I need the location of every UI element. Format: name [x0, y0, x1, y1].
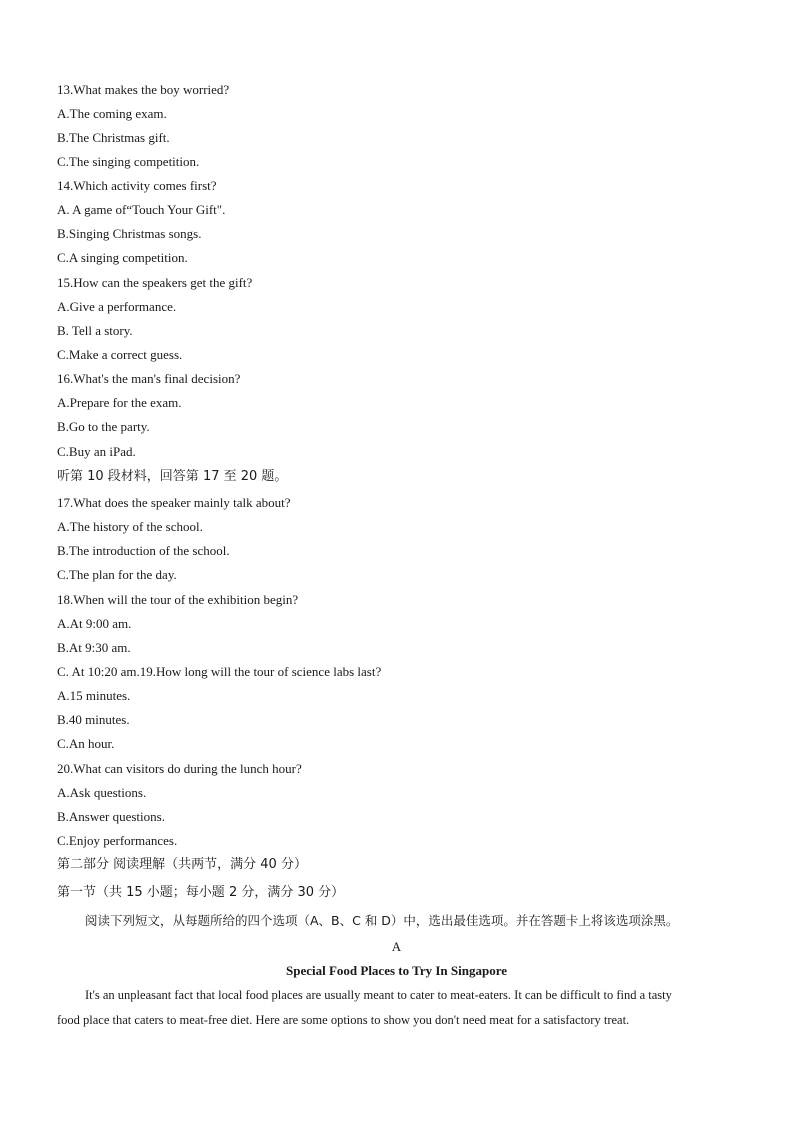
option-15a: A.Give a performance. — [57, 299, 177, 314]
option-19b: B.40 minutes. — [57, 712, 130, 727]
option-18a: A.At 9:00 am. — [57, 616, 132, 631]
option-13a: A.The coming exam. — [57, 106, 167, 121]
option-20c: C.Enjoy performances. — [57, 833, 178, 848]
question-14: 14.Which activity comes first? — [57, 178, 217, 193]
paragraph-1-line-1: It's an unpleasant fact that local food places are usually meant to cater to meat-eaters. It can be difficult to find a tasty — [85, 988, 672, 1002]
paragraph-1-line-2: food place that caters to meat-free diet. Here are some options to show you don't need meat for a satisfactory treat. — [57, 1013, 630, 1027]
section-10-heading: 听第 10 段材料，回答第 17 至 20 题。 — [57, 469, 288, 484]
question-20: 20.What can visitors do during the lunch hour? — [57, 761, 302, 776]
question-13: 13.What makes the boy worried? — [57, 82, 230, 97]
option-15c: C.Make a correct guess. — [57, 347, 183, 362]
option-18b: B.At 9:30 am. — [57, 640, 131, 655]
option-18c-question-19: C. At 10:20 am.19.How long will the tour of science labs last? — [57, 664, 382, 679]
option-14b: B.Singing Christmas songs. — [57, 226, 202, 241]
option-16a: A.Prepare for the exam. — [57, 395, 182, 410]
option-17c: C.The plan for the day. — [57, 567, 177, 582]
option-13c: C.The singing competition. — [57, 154, 200, 169]
question-18: 18.When will the tour of the exhibition begin? — [57, 592, 299, 607]
option-14a: A. A game of“Touch Your Gift". — [57, 202, 226, 217]
section-1-heading: 第一节（共 15 小题；每小题 2 分，满分 30 分） — [57, 885, 345, 900]
passage-title: Special Food Places to Try In Singapore — [285, 963, 507, 978]
option-16b: B.Go to the party. — [57, 419, 150, 434]
question-16: 16.What's the man's final decision? — [57, 371, 241, 386]
option-19c: C.An hour. — [57, 736, 115, 751]
reading-instructions: 阅读下列短文，从每题所给的四个选项（A、B、C 和 D）中，选出最佳选项。并在答题卡上将该选项涂黑。 — [85, 913, 679, 928]
option-20a: A.Ask questions. — [57, 785, 147, 800]
option-15b: B. Tell a story. — [57, 323, 133, 338]
option-16c: C.Buy an iPad. — [57, 444, 136, 459]
option-13b: B.The Christmas gift. — [57, 130, 170, 145]
option-14c: C.A singing competition. — [57, 250, 188, 265]
option-20b: B.Answer questions. — [57, 809, 165, 824]
question-17: 17.What does the speaker mainly talk about? — [57, 495, 291, 510]
option-17a: A.The history of the school. — [57, 519, 203, 534]
option-17b: B.The introduction of the school. — [57, 543, 230, 558]
passage-letter: A — [391, 939, 402, 954]
option-19a: A.15 minutes. — [57, 688, 131, 703]
question-15: 15.How can the speakers get the gift? — [57, 275, 253, 290]
part-2-heading: 第二部分 阅读理解（共两节，满分 40 分） — [57, 857, 307, 872]
